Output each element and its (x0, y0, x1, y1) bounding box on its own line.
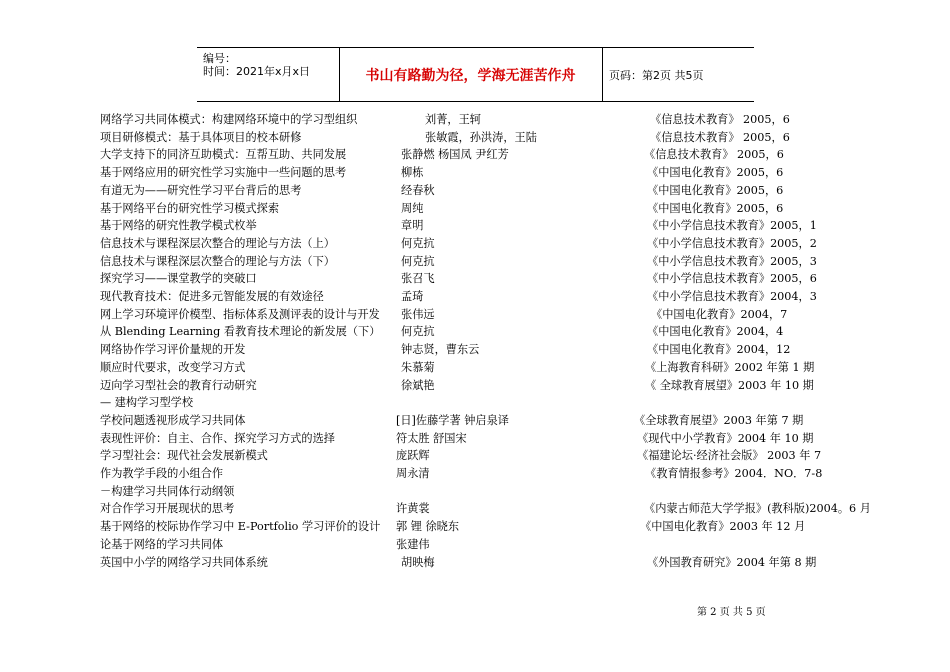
reference-row (0, 235, 950, 252)
reference-row (0, 270, 950, 287)
reference-row (0, 536, 950, 553)
reference-row (0, 182, 950, 199)
reference-row (0, 412, 950, 429)
reference-row (0, 518, 950, 535)
reference-author: 张召飞 (401, 272, 435, 286)
reference-author: 张静燃 杨国凤 尹红芳 (401, 148, 509, 162)
reference-source: 《中国电化教育》2005，6 (647, 166, 784, 180)
reference-title: 英国中小学的网络学习共同体系统 (100, 555, 268, 569)
header-page-label: 页码：第2页 共5页 (609, 69, 704, 82)
reference-source: 《中国电化教育》2004，7 (651, 307, 788, 321)
reference-author: [日]佐藤学著 钟启泉译 (396, 413, 509, 427)
reference-source: 《中国电化教育》2005，6 (647, 201, 784, 215)
reference-row (0, 111, 950, 128)
reference-title: — 建构学习型学校 (100, 396, 194, 410)
reference-source: 《中国电化教育》2005，6 (647, 183, 784, 197)
reference-row (0, 253, 950, 270)
reference-source: 《中小学信息技术教育》2004，3 (647, 290, 817, 303)
reference-title: 学校问题透视形成学习共同体 (100, 413, 246, 427)
reference-author: 章明 (401, 219, 424, 233)
reference-source: 《教育情报参考》2004．NO．7-8 (645, 467, 823, 480)
reference-source: 《中小学信息技术教育》2005，1 (647, 219, 817, 233)
reference-title: 信息技术与课程深层次整合的理论与方法（上） (100, 236, 335, 250)
reference-row (0, 341, 950, 358)
reference-row (0, 465, 950, 482)
reference-title: 项目研修模式：基于具体项目的校本研修 (100, 130, 302, 144)
header-page-cell (603, 48, 754, 101)
reference-row (0, 288, 950, 305)
reference-title: 学习型社会：现代社会发展新模式 (100, 449, 268, 463)
reference-title: 顺应时代要求，改变学习方式 (100, 360, 246, 374)
reference-author: 何克抗 (401, 236, 435, 250)
reference-title: 从 Blending Learning 看教育技术理论的新发展（下） (100, 325, 381, 339)
reference-row (0, 430, 950, 447)
reference-source: 《中国电化教育》2004，12 (647, 343, 791, 357)
reference-title: 基于网络的研究性教学模式枚举 (100, 219, 257, 233)
reference-source: 《内蒙古师范大学学报》(教科版)2004。6 月 (644, 502, 871, 516)
reference-author: 钟志贤，曹东云 (401, 343, 480, 357)
reference-source: 《信息技术教育》 2005，6 (650, 113, 790, 126)
reference-author: 徐斌艳 (401, 378, 435, 392)
reference-author: 经春秋 (401, 183, 435, 197)
header-meta-cell (197, 48, 340, 101)
reference-author: 张建伟 (396, 537, 430, 551)
reference-source: 《福建论坛·经济社会版》 2003 年 7 (637, 449, 822, 463)
reference-row (0, 359, 950, 376)
reference-title: 表现性评价：自主、合作、探究学习方式的选择 (100, 431, 335, 445)
reference-title: 有道无为——研究性学习平台背后的思考 (100, 183, 302, 197)
reference-source: 《信息技术教育》 2005，6 (650, 130, 790, 144)
page-footer: 第 2 页 共 5 页 (697, 607, 766, 618)
reference-row (0, 554, 950, 571)
reference-source: 《现代中小学教育》2004 年 10 期 (637, 431, 814, 445)
reference-title: 基于网络的校际协作学习中 E-Portfolio 学习评价的设计 (100, 520, 381, 534)
reference-author: 周纯 (401, 201, 424, 215)
reference-author: 周永清 (396, 467, 430, 480)
header-motto-cell (339, 48, 603, 101)
reference-row (0, 447, 950, 464)
reference-title: 基于网络平台的研究性学习模式探索 (100, 201, 280, 215)
reference-row (0, 200, 950, 217)
reference-source: 《中小学信息技术教育》2005，2 (647, 236, 817, 250)
reference-title: 作为教学手段的小组合作 (100, 467, 224, 480)
reference-author: 何克抗 (401, 325, 435, 339)
reference-author: 朱慕菊 (401, 360, 435, 374)
reference-row (0, 217, 950, 234)
reference-author: 张敏霞，孙洪涛，王陆 (425, 130, 537, 144)
reference-author: 庞跃辉 (396, 449, 430, 463)
reference-author: 孟琦 (401, 290, 424, 303)
reference-author: 许黄裳 (396, 502, 430, 516)
reference-source: 《上海教育科研》2002 年第 1 期 (645, 360, 815, 374)
reference-row (0, 483, 950, 500)
reference-author: 何克抗 (401, 254, 435, 268)
doc-time-label: 时间：2021年x月x日 (203, 65, 311, 78)
reference-author: 张伟远 (401, 307, 435, 321)
reference-row (0, 146, 950, 163)
reference-title: 网络学习共同体模式：构建网络环境中的学习型组织 (100, 113, 358, 126)
page-header (197, 47, 754, 102)
reference-source: 《全球教育展望》2003 年第 7 期 (634, 413, 804, 427)
reference-row (0, 377, 950, 394)
reference-title: 信息技术与课程深层次整合的理论与方法（下） (100, 254, 335, 268)
reference-source: 《中小学信息技术教育》2005，3 (647, 254, 817, 268)
reference-source: 《中小学信息技术教育》2005，6 (647, 272, 817, 286)
reference-source: 《 全球教育展望》2003 年 10 期 (645, 378, 814, 392)
reference-source: 《中国电化教育》2004，4 (647, 325, 784, 339)
reference-row (0, 394, 950, 411)
doc-number-label: 编号： (203, 52, 236, 65)
reference-title: 对合作学习开展现状的思考 (100, 502, 235, 516)
reference-row (0, 323, 950, 340)
reference-title: 论基于网络的学习共同体 (100, 537, 224, 551)
reference-source: 《中国电化教育》2003 年 12 月 (640, 520, 806, 534)
reference-title: 基于网络应用的研究性学习实施中一些问题的思考 (100, 166, 347, 180)
reference-source: 《外国教育研究》2004 年第 8 期 (647, 555, 817, 569)
header-motto: 书山有路勤为径，学海无涯苦作舟 (365, 68, 576, 84)
reference-title: 网上学习环境评价模型、指标体系及测评表的设计与开发 (100, 307, 380, 321)
reference-title: 探究学习——课堂教学的突破口 (100, 272, 257, 286)
reference-source: 《信息技术教育》 2005，6 (644, 148, 784, 162)
reference-title: －构建学习共同体行动纲领 (100, 484, 235, 498)
reference-row (0, 306, 950, 323)
reference-author: 胡映梅 (401, 555, 435, 569)
reference-title: 迈向学习型社会的教育行动研究 (100, 378, 257, 392)
reference-row (0, 500, 950, 517)
reference-title: 网络协作学习评价量规的开发 (100, 343, 246, 357)
reference-author: 刘菁，王轲 (425, 113, 481, 126)
reference-title: 大学支持下的同济互助模式：互帮互助、共同发展 (100, 148, 347, 162)
reference-row (0, 164, 950, 181)
reference-row (0, 129, 950, 146)
reference-title: 现代教育技术：促进多元智能发展的有效途径 (100, 290, 324, 303)
reference-author: 符太胜 舒国宋 (396, 431, 467, 445)
reference-author: 郭 锂 徐晓东 (396, 520, 460, 534)
reference-author: 柳栋 (401, 166, 424, 180)
